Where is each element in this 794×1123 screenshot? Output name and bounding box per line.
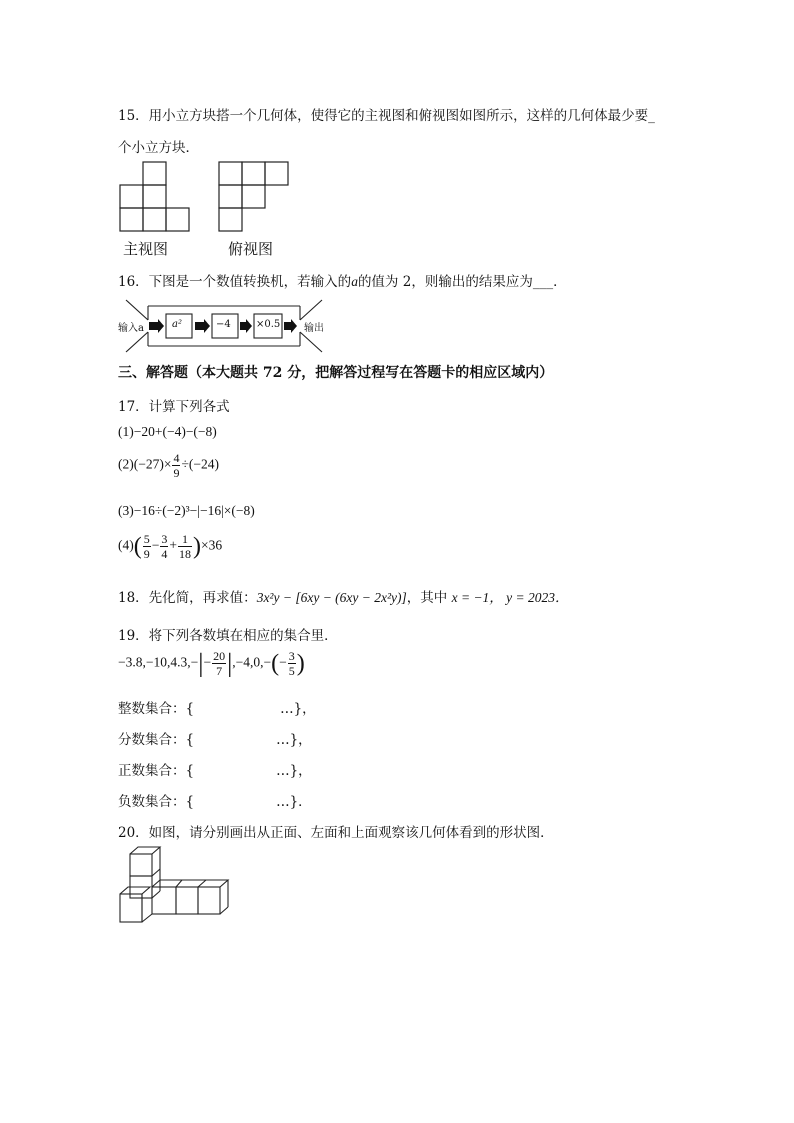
q17-part3: (3)−16÷(−2)³−|−16|×(−8) [118,503,255,518]
machine-box-square: a² [172,319,182,330]
set-positive: 正数集合：{ …}， [118,763,312,779]
q15-line2: 个小立方块． [118,140,199,156]
q17-part1: (1)−20+(−4)−(−8) [118,424,217,439]
q18-expression: 3x²y − [6xy − (6xy − 2x²y)] [256,590,407,605]
q18-condition: x = −1， y = 2023． [451,590,569,605]
machine-box-times: ×0.5 [256,319,281,330]
number-machine [118,298,330,354]
q16-line1: 16．下图是一个数值转换机，若输入的a的值为 2，则输出的结果应为___． [118,274,567,290]
front-view-label: 主视图 [123,240,169,258]
top-view-label: 俯视图 [228,240,274,258]
q15-views-figure [118,160,308,234]
section3-title: 三、解答题（本大题共 72 分，把解答过程写在答题卡的相应区域内） [118,365,554,381]
top-view-figure [219,162,288,231]
machine-output-label: 输出 [304,323,324,334]
q19-numbers: −3.8,−10,4.3,−|− $\frac{20}{7}$ |,−4,0,−(− $\frac{3}{5}$ ) [118,648,305,678]
q15-line1: 15．用小立方块搭一个几何体，使得它的主视图和俯视图如图所示，这样的几何体最少要_ [118,108,655,124]
q17-part4: (4)( $\frac{5}{9}$ − $\frac{3}{4}$ + $\frac{1}{18}$ )×36 [118,532,223,561]
set-integers: 整数集合：{ …}， [118,701,316,717]
q17-part2: (2)(−27)× $\frac{4}{9}$ ÷(−24) [118,451,219,480]
set-fractions: 分数集合：{ …}， [118,732,312,748]
q18-line: 18．先化简，再求值：3x²y − [6xy − (6xy − 2x²y)]，其中 x = −1， y = 2023． [118,590,569,606]
set-negative: 负数集合：{ …}． [118,794,312,810]
q20-title: 20．如图，请分别画出从正面、左面和上面观察该几何体看到的形状图． [118,825,554,841]
machine-input-label: 输入a [118,323,144,334]
q19-title: 19．将下列各数填在相应的集合里． [118,628,338,644]
machine-box-minus4: −4 [216,319,231,330]
front-view-figure [120,162,189,231]
q20-cube-figure [118,846,234,926]
q17-title: 17．计算下列各式 [118,399,230,415]
